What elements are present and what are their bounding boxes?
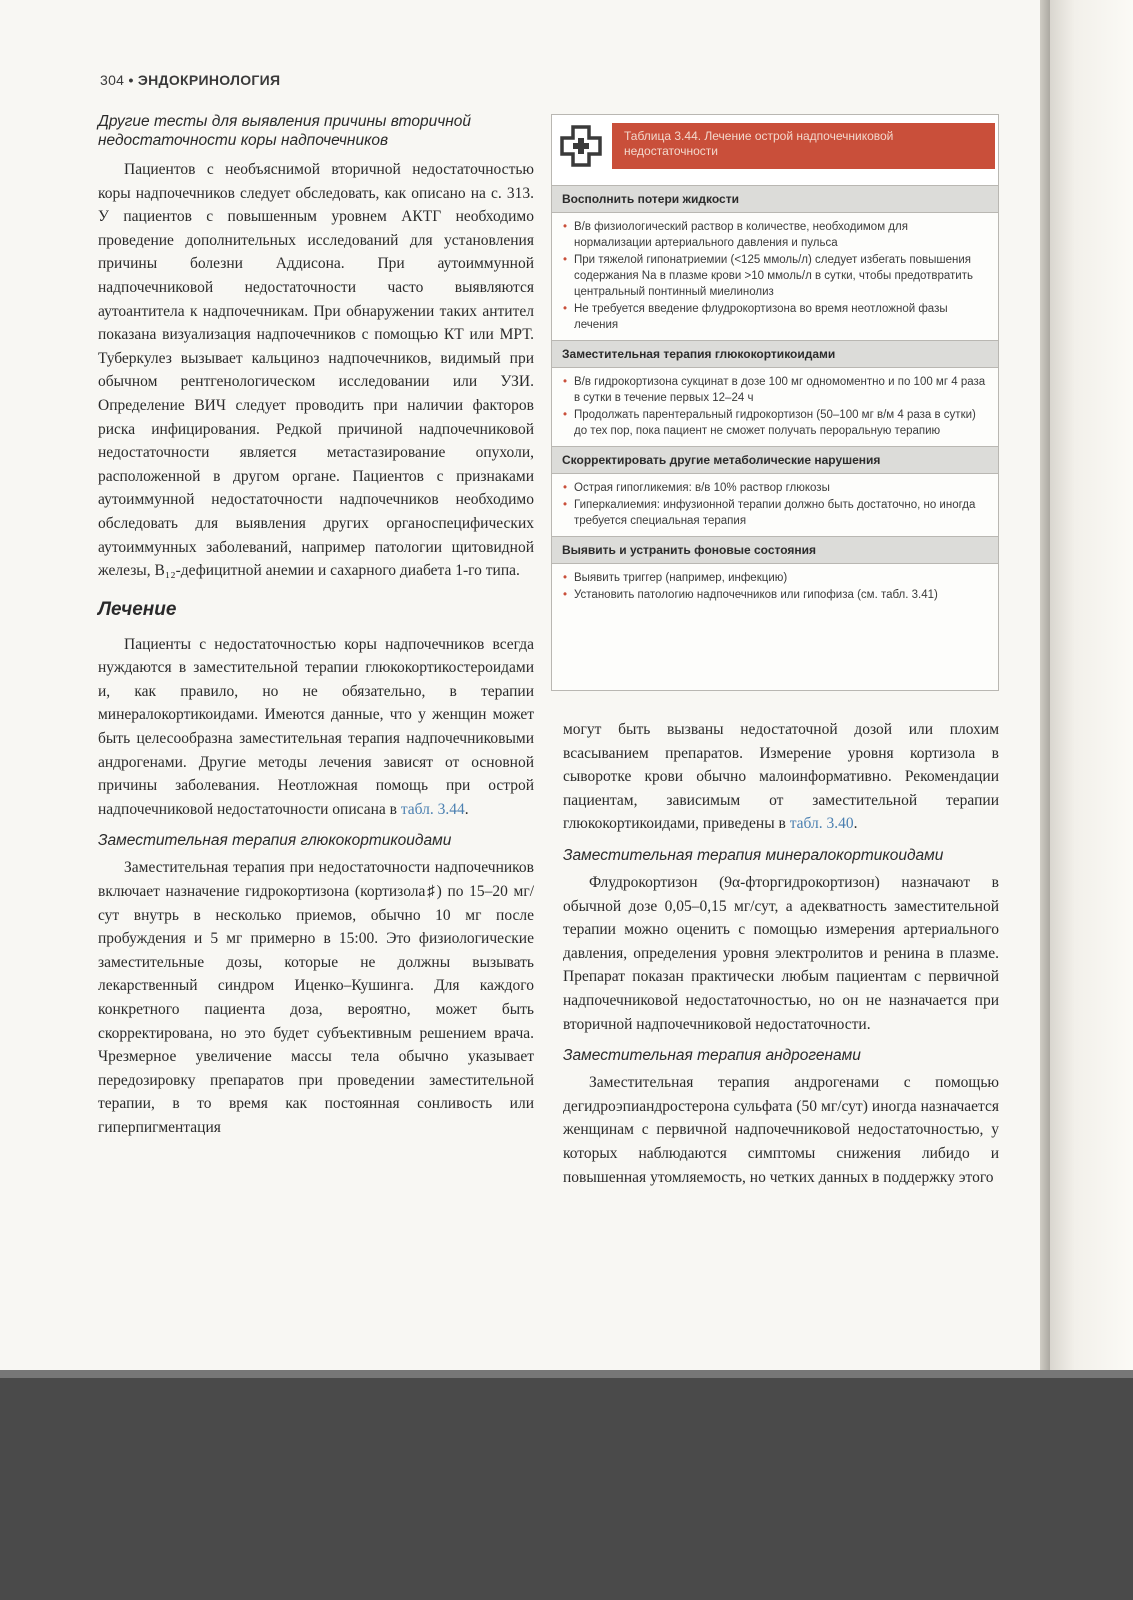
list-item: • В/в гидрокортизона сукцинат в дозе 100 мг одномоментно и по 100 мг 4 раза в сутки в течение первых 12–24 ч: [574, 374, 988, 406]
list-item: • Не требуется введение флудрокортизона во время неотложной фазы лечения: [574, 301, 988, 333]
table-section-title: Заместительная терапия глюкокортикоидами: [552, 340, 998, 368]
list-item: • Гиперкалиемия: инфузионной терапии должно быть достаточно, но иногда требуется специальная терапия: [574, 497, 988, 529]
table-section-list: [552, 474, 998, 536]
list-item: • Выявить триггер (например, инфекцию): [574, 570, 988, 586]
subheading-glucocorticoid: Заместительная терапия глюкокортикоидами: [98, 832, 452, 850]
list-item: • Острая гипогликемия: в/в 10% раствор глюкозы: [574, 480, 988, 496]
table-section-list: [552, 564, 998, 610]
right-column: [563, 718, 999, 1189]
paragraph-treatment: Пациенты с недостаточностью коры надпочечников всегда нуждаются в заместительной терапии глюкокортикостероидами и, как правило, но не обязательно, в терапии минералокортикоидами. Имеются данные, что у женщин может быть целесообразна заместительная терапия надпочечниковыми андрогенами. Другие методы лечения зависят от основной причины заболевания. Неотложная помощь при острой надпочечниковой недостаточности описана в табл. 3.44.: [98, 635, 534, 818]
next-page-edge: [1050, 0, 1133, 1370]
running-head: [100, 72, 280, 88]
link-table-3-44[interactable]: табл. 3.44: [400, 800, 465, 818]
table-section-list: [552, 213, 998, 340]
subheading-androgen: Заместительная терапия андрогенами: [563, 1047, 861, 1065]
section-title-treatment: Лечение: [98, 598, 177, 620]
list-item: • Установить патологию надпочечников или гипофиза (см. табл. 3.41): [574, 587, 988, 603]
medical-cross-icon: [554, 119, 608, 173]
header-separator: •: [128, 72, 134, 88]
paragraph-continued: могут быть вызваны недостаточной дозой или плохим всасыванием препаратов. Измерение уровня кортизола в сыворотке крови обычно малоинформативно. Рекомендации пациентам, зависимым от заместительной терапии глюкокортикоидами, приведены в табл. 3.40.: [563, 721, 999, 833]
header-section: ЭНДОКРИНОЛОГИЯ: [137, 72, 281, 88]
subheading-other-tests: Другие тесты для выявления причины вторичной недостаточности коры надпочечников: [98, 113, 471, 149]
treatment-table: [551, 114, 999, 691]
list-item: • При тяжелой гипонатриемии (<125 ммоль/л) следует избегать повышения содержания Na в плазме крови >10 ммоль/л в сутки, чтобы предотвратить центральный понтинный миелинолиз: [574, 252, 988, 300]
scanner-background: [0, 1370, 1133, 1600]
subheading-mineralocorticoid: Заместительная терапия минералокортикоидами: [563, 846, 944, 864]
list-item: • В/в физиологический раствор в количестве, необходимом для нормализации артериального давления и пульса: [574, 219, 988, 251]
table-section-title: Восполнить потери жидкости: [552, 185, 998, 213]
table-header: [552, 115, 998, 185]
table-title: Таблица 3.44. Лечение острой надпочечниковой недостаточности: [612, 123, 995, 169]
paragraph-diagnostics: Пациентов с необъяснимой вторичной недостаточностью коры надпочечников следует обследовать, как описано на с. 313. У пациентов с повышенным уровнем АКТГ необходимо проведение дополнительных исследований для установления причины болезни Аддисона. При аутоиммунной надпочечниковой недостаточности часто выявляются аутоантитела к надпочечникам. При обнаружении таких антител показана визуализация надпочечников с помощью КТ или МРТ. Туберкулез вызывает кальциноз надпочечников, видимый при обычном рентгенологическом исследовании или УЗИ. Определение ВИЧ следует проводить при наличии факторов риска инфицирования. Редкой причиной надпочечниковой недостаточности является метастазирование опухоли, расположенной в другом органе. Пациентов с признаками аутоиммунной недостаточности надпочечников необходимо обследовать для выявления других органоспецифических аутоиммунных заболеваний, например патологии щитовидной железы, B₁₂-дефицитной анемии и сахарного диабета 1-го типа.: [98, 161, 534, 580]
table-section-list: [552, 368, 998, 446]
list-item: • Продолжать парентеральный гидрокортизон (50–100 мг в/м 4 раза в сутки) до тех пор, пока пациент не сможет получать пероральную терапию: [574, 407, 988, 439]
table-section-title: Скорректировать другие метаболические нарушения: [552, 446, 998, 474]
table-section-title: Выявить и устранить фоновые состояния: [552, 536, 998, 564]
left-column: [98, 112, 534, 1140]
paragraph-androgen: Заместительная терапия андрогенами с помощью дегидроэпиандростерона сульфата (50 мг/сут) иногда назначается женщинам с первичной надпочечниковой недостаточностью, у которых наблюдаются симптомы снижения либидо и повышенная утомляемость, но четких данных в поддержку этого: [563, 1074, 999, 1186]
paragraph-glucocorticoid: Заместительная терапия при недостаточности надпочечников включает назначение гидрокортизона (кортизола♯) по 15–20 мг/сут внутрь в несколько приемов, обычно 10 мг после пробуждения и 5 мг примерно в 15:00. Это физиологические заместительные дозы, которые не должны вызывать лекарственный синдром Иценко–Кушинга. Для каждого конкретного пациента доза, вероятно, может быть скорректирована, но это будет субъективным решением врача. Чрезмерное увеличение массы тела обычно указывает передозировку препаратов при проведении заместительной терапии, в то время как постоянная сонливость или гиперпигментация: [98, 859, 534, 1136]
paragraph-mineralocorticoid: Флудрокортизон (9α-фторгидрокортизон) назначают в обычной дозе 0,05–0,15 мг/сут, а адекватность заместительной терапии можно оценить с помощью измерения артериального давления, определения уровня электролитов и ренина в плазме. Препарат показан практически любым пациентам с первичной надпочечниковой недостаточностью, но он не назначается при вторичной надпочечниковой недостаточности.: [563, 873, 999, 1033]
link-table-3-40[interactable]: табл. 3.40: [789, 815, 854, 833]
page-number: 304: [100, 72, 125, 88]
